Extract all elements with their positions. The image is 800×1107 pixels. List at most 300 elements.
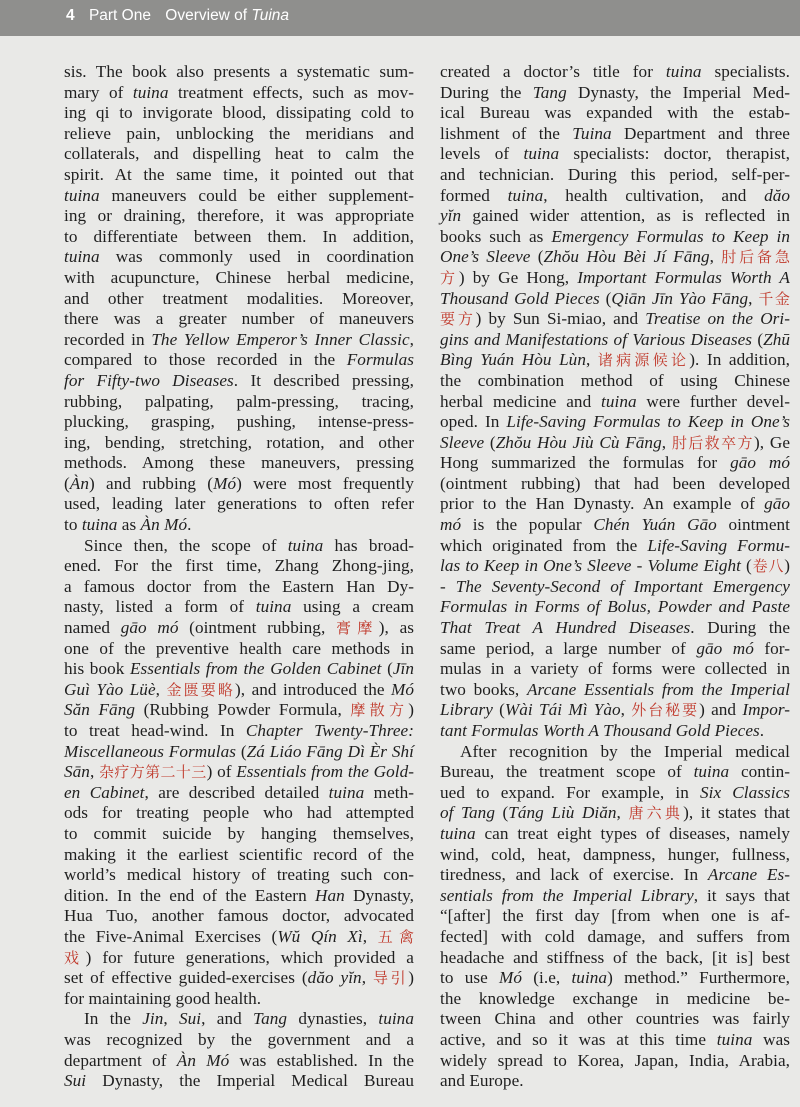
italic-term: Sān [64, 762, 90, 782]
italic-term: gāo mó [696, 638, 754, 658]
italic-term: Six Classics [700, 782, 790, 802]
text-run: was established. In the [229, 1050, 414, 1070]
text-run: , are described detailed [144, 782, 329, 802]
italic-term: Arcane Es- [707, 865, 791, 885]
text-line [64, 865, 414, 886]
italic-term: One’s Sleeve [440, 247, 531, 267]
text-line [440, 247, 790, 268]
italic-term: Mó [499, 968, 523, 988]
text-line [440, 206, 790, 227]
text-line [64, 556, 414, 577]
italic-term: Jīn [392, 659, 414, 679]
italic-term: gāo [764, 494, 790, 514]
text-line [440, 803, 790, 824]
text-run: , [362, 926, 378, 946]
text-run: mulas in a variety of forms were collected in [440, 659, 790, 679]
text-run: set of effective guided-exercises ( [64, 968, 308, 988]
text-run: ( [494, 803, 509, 823]
text-run: is the popular [461, 515, 594, 535]
text-line [64, 742, 414, 763]
text-run: ) [408, 968, 415, 988]
text-run: were further devel- [636, 391, 790, 411]
italic-term: Táng Liù Diăn [508, 803, 617, 823]
running-header [0, 0, 800, 36]
italic-term: las to Keep in One’s Sleeve - Volume Eight [440, 556, 741, 576]
chinese-term: 摩散方 [350, 703, 409, 720]
chinese-term: 戏 [64, 950, 86, 967]
chinese-term: 杂疗方第二十三 [98, 765, 207, 782]
text-line [440, 83, 790, 104]
text-line [64, 1051, 414, 1072]
text-line [64, 83, 414, 104]
text-line [64, 247, 414, 268]
text-line [64, 886, 414, 907]
text-line [64, 639, 414, 660]
text-run: ) method.” Furthermore, [607, 968, 790, 988]
italic-term: Zhŏu Hòu Bèi Jí Fāng [543, 247, 710, 267]
text-line [64, 1009, 414, 1030]
text-run: ) and rubbing ( [88, 473, 214, 493]
text-run: , and [201, 1009, 254, 1029]
text-line [440, 968, 790, 989]
text-run: ) for future generations, which provided a [85, 947, 414, 967]
text-run: meth- [364, 782, 415, 802]
text-line [64, 1030, 414, 1051]
italic-term: tuina [81, 515, 118, 535]
text-run: for- [753, 638, 790, 658]
text-run: Dynasty, the Imperial Medical Bureau [86, 1071, 414, 1091]
text-run: and technician. During this period, self-per- [440, 164, 790, 184]
text-run: , [163, 1009, 179, 1029]
text-line [64, 165, 414, 186]
text-line [440, 948, 790, 969]
text-line [440, 165, 790, 186]
text-run: maneuvers could be either supplement- [99, 185, 414, 205]
text-line [64, 371, 414, 392]
text-line [64, 762, 414, 783]
text-line [440, 371, 790, 392]
text-line [440, 845, 790, 866]
text-run: . It described pressing, [233, 370, 414, 390]
italic-term: tuina [716, 1029, 753, 1049]
text-run: , [155, 679, 167, 699]
italic-term: gāo mó [730, 453, 791, 473]
text-line [440, 144, 790, 165]
text-run: ) were most frequently [236, 473, 414, 493]
text-run: ) [784, 556, 791, 576]
text-run: ( [492, 700, 505, 720]
italic-term: Qiān Jīn Yào Fāng [611, 288, 749, 308]
text-line [64, 906, 414, 927]
text-run: nasty, listed a form of [64, 597, 256, 617]
left-text-column [64, 62, 414, 1092]
italic-term: The Yellow Emperor’s Inner Classic [151, 329, 410, 349]
part-label: Part One [88, 7, 151, 24]
text-run: the Five-Animal Exercises ( [64, 926, 278, 946]
text-run: (Rubbing Powder Formula, [135, 700, 351, 720]
italic-term: Mó [391, 679, 415, 699]
text-run: Dynasty, the Imperial Med- [566, 82, 790, 102]
text-run: ), Ge [754, 432, 790, 452]
text-run: ) [408, 700, 415, 720]
italic-term: yĭn [440, 206, 462, 226]
text-run: (i.e, [522, 968, 572, 988]
italic-term: Zá Liáo Fāng Dì Èr Shí [246, 741, 414, 761]
text-run: to treat head-wind. In [64, 721, 246, 740]
italic-term: That Treat A Hundred Diseases [440, 618, 691, 638]
text-run: there was a greater number of maneuvers [64, 309, 414, 329]
text-run: fected] with cold damage, and suffers from [440, 926, 790, 946]
text-line [64, 927, 414, 948]
text-line [440, 350, 790, 371]
text-run: mary of [64, 82, 133, 102]
text-run: ing or draining, therefore, it was appropriate [64, 206, 414, 226]
text-run: ical Bureau was expanded with the estab- [440, 103, 790, 123]
text-line [440, 227, 790, 248]
italic-term: Àn [69, 473, 89, 493]
text-run: a famous doctor from the Eastern Han Dy- [64, 576, 414, 596]
text-run: specialists. [701, 62, 790, 81]
text-run: relieve pain, unblocking the meridians and [64, 123, 414, 143]
text-run: , [616, 803, 629, 823]
text-run: and Europe. [440, 1071, 524, 1091]
text-line [440, 412, 790, 433]
text-run: , [748, 288, 759, 308]
text-run: wind, cold, heat, dampness, hunger, fullness, [440, 844, 790, 864]
italic-term: Sui [179, 1009, 202, 1029]
italic-term: Important Formulas Worth A [577, 267, 790, 287]
text-run: , [89, 762, 99, 782]
text-line [440, 1009, 790, 1030]
italic-term: Thousand Gold Pieces [440, 288, 600, 308]
text-run: ), it states that [683, 803, 790, 823]
text-line [440, 515, 790, 536]
italic-term: Life-Saving Formulas to Keep in One’s [506, 412, 790, 432]
italic-term: tuina [507, 185, 544, 205]
italic-term: Jin [142, 1009, 164, 1029]
chinese-term: 金匮要略 [166, 682, 236, 699]
text-line [64, 289, 414, 310]
italic-term: mó [440, 515, 462, 535]
italic-term: Guì Yào Lüè [64, 679, 156, 699]
text-run: contin- [729, 762, 790, 782]
text-run: ) by Ge Hong, [458, 267, 578, 287]
text-run: ) and [699, 700, 743, 720]
text-line [440, 865, 790, 886]
text-run: recorded in [64, 329, 152, 349]
italic-term: for Fifty-two Diseases [64, 370, 234, 390]
italic-term: tuina [571, 968, 608, 988]
italic-term: dăo [764, 185, 790, 205]
text-line [440, 289, 790, 310]
italic-term: Zhŏu Hòu Jiù Cù Fāng [495, 432, 662, 452]
italic-term: tuina [64, 247, 100, 267]
text-run: . [187, 515, 192, 535]
text-line [64, 721, 414, 742]
text-line [440, 103, 790, 124]
italic-term: Wài Tái Mì Yào [504, 700, 621, 720]
text-run: Bureau, the treatment scope of [440, 762, 694, 782]
text-line [64, 412, 414, 433]
italic-term: Bìng Yuán Hòu Lùn [440, 350, 586, 370]
text-run: . [759, 721, 765, 740]
text-run: headache and stiffness of the back, [it is] best [440, 947, 790, 967]
text-line [64, 618, 414, 639]
text-run: tween China and other countries was fairly [440, 1009, 790, 1029]
italic-term: tuina [132, 82, 169, 102]
text-line [440, 927, 790, 948]
italic-term: Formulas [346, 350, 414, 370]
text-run: with acupuncture, Chinese herbal medicine, [64, 267, 414, 287]
text-run: prior to the Han Dynasty. An example of [440, 494, 765, 514]
italic-term: en Cabinet [64, 782, 145, 802]
italic-term: Library [440, 700, 493, 720]
text-run: sis. The book also presents a systematic sum- [64, 62, 414, 81]
text-line [440, 186, 790, 207]
italic-term: tuina [693, 762, 730, 782]
page-number: 4 [66, 7, 75, 24]
header-text [66, 7, 289, 25]
text-line [64, 803, 414, 824]
text-run: was recognized by the government and a [64, 1029, 414, 1049]
text-run: ( [599, 288, 612, 308]
italic-term: Tang [253, 1009, 288, 1029]
text-run: ), and introduced the [235, 679, 392, 699]
text-line [64, 948, 414, 969]
text-line [440, 433, 790, 454]
text-line [64, 186, 414, 207]
italic-term: Essentials from the Golden Cabinet [130, 659, 382, 679]
text-run: ) by Sun Si-miao, and [475, 309, 646, 329]
text-line [64, 309, 414, 330]
text-line [440, 330, 790, 351]
chinese-term: 唐六典 [628, 806, 684, 823]
text-line [440, 762, 790, 783]
text-line [440, 392, 790, 413]
italic-term: Formulas in Forms of Bolus, Powder and Paste [440, 597, 790, 617]
text-run: Hua Tuo, another famous doctor, advocated [64, 906, 414, 926]
text-run: to use [440, 968, 499, 988]
italic-term: Àn Mó [140, 515, 188, 535]
italic-term: dăo yĭn [307, 968, 362, 988]
text-run: can treat eight types of diseases, namely [475, 823, 790, 843]
text-run: , [709, 247, 722, 267]
text-run: levels of [440, 144, 524, 164]
italic-term: Miscellaneous Formulas [64, 741, 237, 761]
text-run: gained wider attention, as is reflected in [461, 206, 790, 226]
italic-term: Săn Fāng [64, 700, 135, 720]
text-run: (ointment rubbing, [178, 618, 336, 638]
text-line [440, 1030, 790, 1051]
text-line [440, 824, 790, 845]
italic-term: Impor- [742, 700, 791, 720]
text-line [440, 886, 790, 907]
text-line [64, 680, 414, 701]
text-run: collaterals, and dispelling heat to calm the [64, 144, 414, 164]
text-run: , [409, 329, 414, 349]
text-run: the combination method of using Chinese [440, 370, 790, 390]
italic-term: gāo mó [120, 618, 179, 638]
chinese-term: 卷八 [751, 559, 785, 576]
italic-term: tuina [665, 62, 702, 81]
text-line [64, 392, 414, 413]
text-line [440, 659, 790, 680]
text-run: two books, [440, 679, 527, 699]
chinese-term: 要方 [440, 312, 476, 329]
text-run: spirit. At the same time, it pointed out that [64, 164, 414, 184]
text-run: treatment effects, such as mov- [168, 82, 414, 102]
text-line [440, 453, 790, 474]
text-line [440, 742, 790, 763]
chinese-term: 膏摩 [335, 621, 379, 638]
text-run: ( [381, 659, 393, 679]
text-run: During the [440, 82, 533, 102]
text-run: to differentiate between them. In addition, [64, 226, 414, 246]
italic-term: tant Formulas Worth A Thousand Gold Pieces [440, 721, 760, 740]
text-line [440, 268, 790, 289]
text-line [64, 597, 414, 618]
text-run: lishment of the [440, 123, 573, 143]
text-run: was [752, 1029, 790, 1049]
text-line [440, 1051, 790, 1072]
text-line [64, 577, 414, 598]
text-run: compared to those recorded in the [64, 350, 347, 370]
italic-term: Chén Yuán Gāo [593, 515, 717, 535]
text-line [440, 577, 790, 598]
chinese-term: 导引 [372, 971, 409, 988]
text-run: “[after] the first day [from when one is af- [440, 906, 790, 926]
text-line [440, 639, 790, 660]
text-run: for maintaining good health. [64, 988, 262, 1008]
text-line [440, 783, 790, 804]
text-line [64, 824, 414, 845]
text-run: ods for treating people who had attempted [64, 803, 414, 823]
chinese-term: 外台秘要 [631, 703, 700, 720]
text-run: one of the preventive health care methods in [64, 638, 414, 658]
text-run: formed [440, 185, 508, 205]
italic-term: Wŭ Qín Xì [277, 926, 363, 946]
text-run: . During the [690, 618, 790, 638]
text-run: ), as [378, 618, 414, 638]
text-line [440, 700, 790, 721]
italic-term: Tuina [572, 123, 612, 143]
text-run: using a cream [291, 597, 414, 617]
text-line [440, 618, 790, 639]
text-line [64, 1071, 414, 1092]
text-line [440, 597, 790, 618]
italic-term: of Tang [440, 803, 495, 823]
text-line [64, 227, 414, 248]
text-run: , it says that [693, 885, 790, 905]
text-run: books such as [440, 226, 552, 246]
text-run: herbal medicine and [440, 391, 602, 411]
text-run: oped. In [440, 412, 507, 432]
text-line [64, 62, 414, 83]
italic-term: Sleeve [440, 432, 485, 452]
text-run: ( [740, 556, 752, 576]
text-line [64, 845, 414, 866]
text-run: , [361, 968, 373, 988]
text-line [64, 453, 414, 474]
text-line [64, 124, 414, 145]
text-run: ued to expand. For example, in [440, 782, 700, 802]
text-run: has broad- [323, 535, 414, 555]
text-run: created a doctor’s title for [440, 62, 666, 81]
chinese-term: 五禽 [377, 929, 415, 946]
text-run: ( [530, 247, 544, 267]
italic-term: tuina [440, 823, 476, 843]
chinese-term: 诸病源候论 [597, 353, 690, 370]
right-text-column [440, 62, 790, 1092]
text-run: the knowledge exchange in medicine be- [440, 988, 790, 1008]
italic-term: Sui [64, 1071, 87, 1091]
text-run: widely spread to Korea, Japan, India, Arabia, [440, 1050, 790, 1070]
text-run: to commit suicide by hanging themselves, [64, 823, 414, 843]
italic-term: tuina [601, 391, 637, 411]
text-run: tiredness, and lack of exercise. In [440, 865, 708, 885]
text-line [64, 268, 414, 289]
text-line [440, 906, 790, 927]
italic-term: Arcane Essentials from the Imperial [526, 679, 790, 699]
text-run: ( [752, 329, 764, 349]
text-line [64, 536, 414, 557]
text-run: world’s medical history of treating such con- [64, 865, 414, 885]
text-run: , [661, 432, 672, 452]
italic-term: Mó [213, 473, 237, 493]
text-line [64, 474, 414, 495]
text-line [440, 494, 790, 515]
italic-term: Han [315, 885, 345, 905]
text-line [64, 700, 414, 721]
text-run: ( [236, 741, 247, 761]
text-line [64, 989, 414, 1010]
italic-term: gins and Manifestations of Various Diseases [440, 329, 753, 349]
text-line [64, 515, 414, 536]
text-line [64, 350, 414, 371]
text-line [64, 206, 414, 227]
italic-term: Emergency Formulas to Keep in [551, 226, 790, 246]
text-line [64, 494, 414, 515]
text-run: methods. Among these maneuvers, pressing [64, 453, 414, 473]
text-run: same period, a large number of [440, 638, 697, 658]
text-line [64, 144, 414, 165]
italic-term: Àn Mó [176, 1050, 230, 1070]
chinese-term: 千金 [758, 291, 790, 308]
text-run: specialists: doctor, therapist, [559, 144, 790, 164]
text-run: dynasties, [287, 1009, 379, 1029]
text-run: (ointment rubbing) that had been developed [440, 473, 790, 493]
text-run: ( [484, 432, 496, 452]
text-line [440, 721, 790, 742]
text-run: as [117, 515, 141, 535]
text-line [64, 783, 414, 804]
text-run: ing, bending, stretching, rotation, and other [64, 432, 414, 452]
text-line [64, 103, 414, 124]
text-run: making it the earliest scientific record of the [64, 844, 414, 864]
text-run: which originated from the [440, 535, 648, 555]
text-run: In the [84, 1009, 143, 1029]
chinese-term: 肘后救卒方 [671, 435, 754, 452]
italic-term: tuina [64, 185, 100, 205]
text-run: Department and three [611, 123, 790, 143]
text-run: used, leading later generations to often refer [64, 494, 414, 514]
text-run: and other treatment modalities. Moreover, [64, 288, 414, 308]
text-run: , [620, 700, 632, 720]
italic-term: Essentials from the Gold- [236, 762, 414, 782]
italic-term: tuina [378, 1009, 414, 1029]
text-run: , health cultivation, and [543, 185, 765, 205]
italic-term: - The Seventy-Second of Important Emergency [440, 576, 790, 596]
